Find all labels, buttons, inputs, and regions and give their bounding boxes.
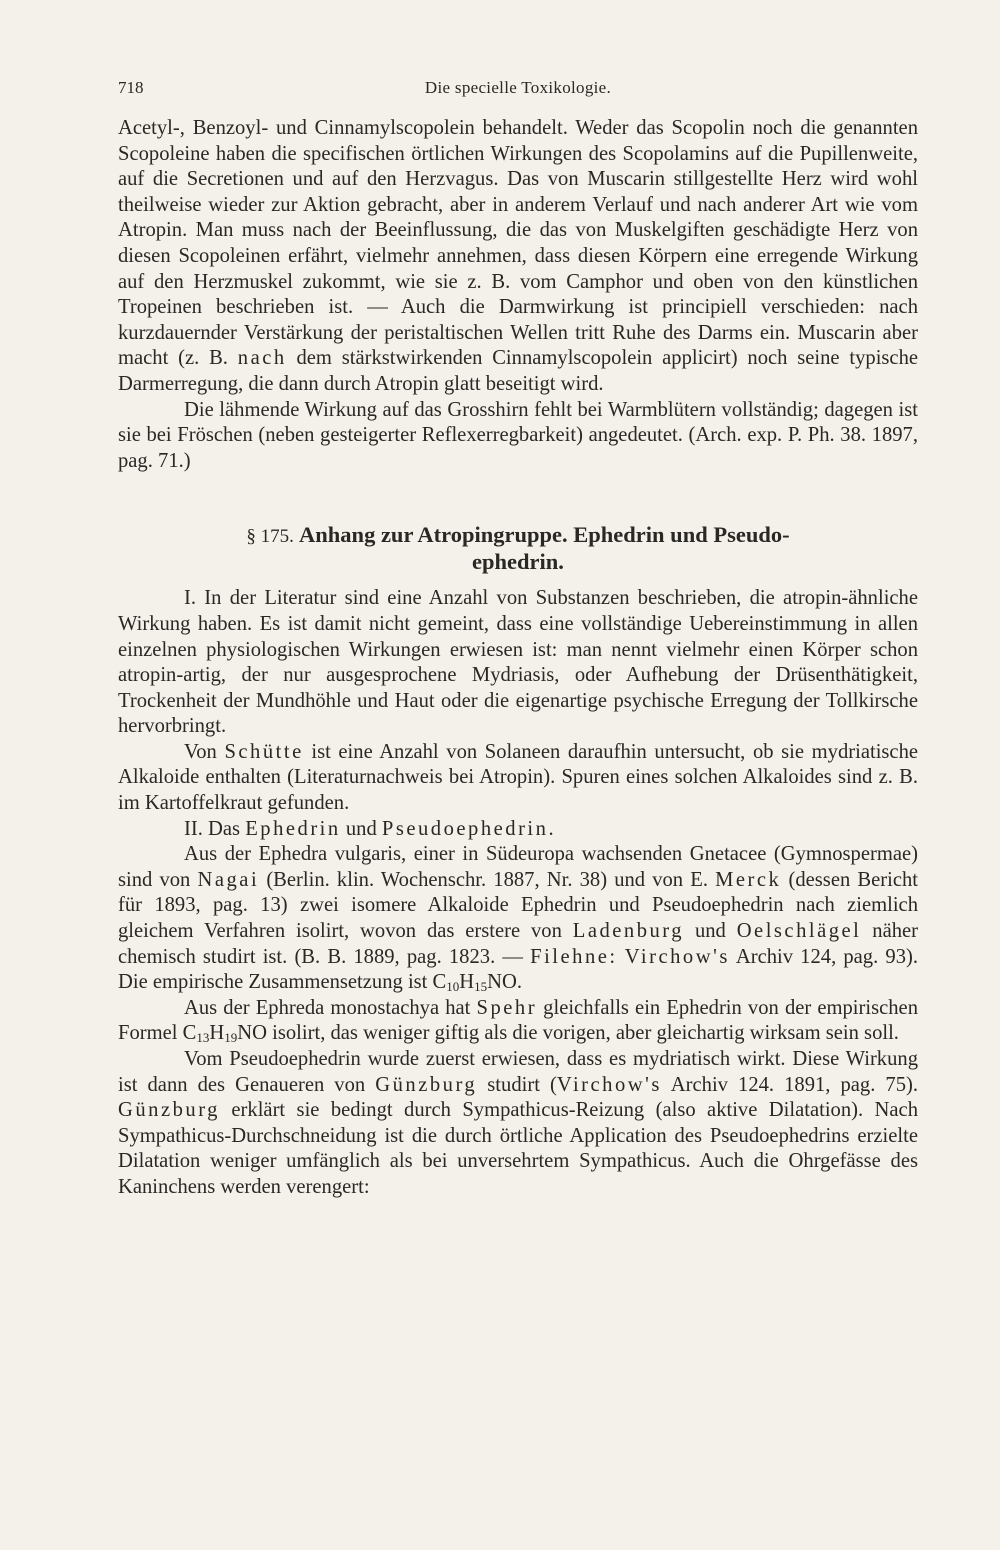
text-run: H — [209, 1022, 225, 1045]
section-number: § 175. — [246, 526, 294, 548]
text-run: ist eine Anzahl von Solaneen daraufhin untersucht, ob sie mydriatische Alkaloide enthalten (Literaturnachweis bei Atropin). Spuren eines solchen Alkaloides sind z. B. im Kartoffelkraut gefunden. — [118, 740, 919, 815]
section-title-line1: Anhang zur Atropingruppe. Ephedrin und Pseudo- — [299, 522, 790, 548]
paragraph — [118, 1047, 918, 1201]
paragraph: Die lähmende Wirkung auf das Grosshirn fehlt bei Warmblütern vollständig; dagegen ist sie bei Fröschen (neben gesteigerter Reflexerregbarkeit) angedeutet. (Arch. exp. P. Ph. 38. 1897, pag. 71.) — [118, 398, 918, 472]
subsection-heading — [118, 817, 918, 843]
author-name: Merck — [715, 868, 782, 891]
author-name: Ladenburg — [572, 920, 685, 943]
text-run: studirt ( — [487, 1073, 557, 1096]
author-name: Günzburg — [118, 1099, 220, 1122]
text-run: Acetyl-, Benzoyl- und Cinnamylscopolein behandelt. Weder das Scopolin noch die genannten Scopoleine haben die specifischen örtlichen Wirkungen des Scopolamins auf die Pupillenweite, auf die Secretionen und auf den Herzvagus. Das von Muscarin stillgestellte Herz wird wohl theilweise wieder zur Aktion gebracht, aber in anderem Verlauf und nach anderer Art wie vom Atropin. Man muss nach der Beeinflussung, die das von Muskelgiften geschädigte Herz von diesen Scopoleinen erfährt, vielmehr annehmen, dass diesen Körpern eine erregende Wirkung auf den Herzmuskel zukommt, wie sie z. B. vom Camphor und oben von den künstlichen Tropeinen beschrieben ist. — Auch die Darmwirkung ist principiell verschieden: nach kurzdauernder Verstärkung der peristaltischen Wellen tritt Ruhe des Darms ein. Muscarin aber macht (z. B. — [118, 117, 918, 370]
text-run: Aus der Ephedra vulgaris, einer in Südeuropa wachsenden Gnetacee (Gymnospermae) sind von — [118, 843, 918, 891]
spaced-word: Pseudoephedrin. — [381, 817, 557, 840]
text-run: gleichfalls ein Ephedrin von der empirischen Formel C — [118, 996, 918, 1045]
text-run: näher chemisch studirt ist. (B. B. 1889, pag. 1823. — — [118, 920, 918, 968]
author-name: Günzburg — [375, 1073, 478, 1096]
author-name: Nagai — [197, 868, 260, 891]
paragraph — [118, 740, 918, 817]
author-name: Spehr — [476, 996, 538, 1019]
formula-subscript: 13 — [196, 1030, 210, 1046]
text-run: Archiv 124. 1891, pag. 75). — [670, 1073, 919, 1096]
section-title-line2: ephedrin. — [472, 549, 564, 575]
text-run: NO. — [487, 971, 523, 994]
text-run: und — [694, 920, 726, 943]
author-name: Oelschlägel — [736, 920, 862, 943]
running-head — [118, 78, 918, 116]
text-run: erklärt sie bedingt durch Sympathicus-Reizung (also aktive Dilatation). Nach Sympathicus-Durchschneidung ist die durch örtliche Application des Pseudoephedrins erzielte Dilatation weniger umfänglich als bei unversehrtem Sympathicus. Auch die Ohrgefässe des Kaninchens werden verengert: — [118, 1099, 918, 1198]
spaced-word: nach — [237, 347, 287, 370]
formula-subscript: 15 — [474, 979, 488, 995]
text-run: Aus der Ephreda monostachya hat — [184, 996, 471, 1019]
paragraph — [118, 842, 918, 996]
author-name: Virchow's — [624, 945, 730, 968]
text-run: (dessen Bericht für 1893, pag. 13) zwei isomere Alkaloide Ephedrin und Pseudoephedrin nach ziemlich gleichem Verfahren isolirt, wovon das erstere von — [118, 868, 919, 943]
paragraph — [118, 996, 918, 1047]
paragraph — [118, 116, 918, 398]
section-heading — [118, 522, 918, 574]
text-run: und — [345, 817, 377, 840]
text-run: Von — [184, 740, 217, 763]
formula-subscript: 19 — [224, 1030, 238, 1046]
spaced-word: Ephedrin — [245, 817, 341, 840]
text-run: H — [459, 971, 475, 994]
text-run: NO isolirt, das weniger giftig als die vorigen, aber gleichartig wirksam sein soll. — [237, 1022, 899, 1045]
author-name: Filehne: — [530, 945, 618, 968]
page-number: 718 — [118, 78, 144, 97]
text-run: Vom Pseudoephedrin wurde zuerst erwiesen, dass es mydriatisch wirkt. Diese Wirkung ist dann des Genaueren von — [118, 1048, 918, 1096]
text-run: Archiv 124, pag. 93). Die empirische Zusammensetzung ist C — [118, 945, 918, 994]
author-name: Schütte — [224, 740, 304, 763]
text-run: (Berlin. klin. Wochenschr. 1887, Nr. 38) und von E. — [266, 868, 708, 891]
text-run: dem stärkstwirkenden Cinnamylscopolein applicirt) noch seine typische Darmerregung, die dann durch Atropin glatt beseitigt wird. — [118, 347, 919, 395]
paragraph: I. In der Literatur sind eine Anzahl von Substanzen beschrieben, die atropin-ähnliche Wirkung haben. Es ist damit nicht gemeint, dass eine vollständige Uebereinstimmung in allen einzelnen physiologischen Wirkungen erwiesen ist: man nennt vielmehr einen Körper schon atropin-artig, der nur ausgesprochene Mydriasis, oder Aufhebung der Drüsenthätigkeit, Trockenheit der Mundhöhle und Haut oder die eigenartige psychische Erregung der Tollkirsche hervorbringt. — [118, 587, 918, 738]
body-text — [118, 116, 918, 1201]
text-run: II. Das — [184, 817, 241, 840]
running-title: Die specielle Toxikologie. — [424, 78, 612, 97]
formula-subscript: 10 — [446, 979, 460, 995]
author-name: Virchow's — [556, 1073, 662, 1096]
